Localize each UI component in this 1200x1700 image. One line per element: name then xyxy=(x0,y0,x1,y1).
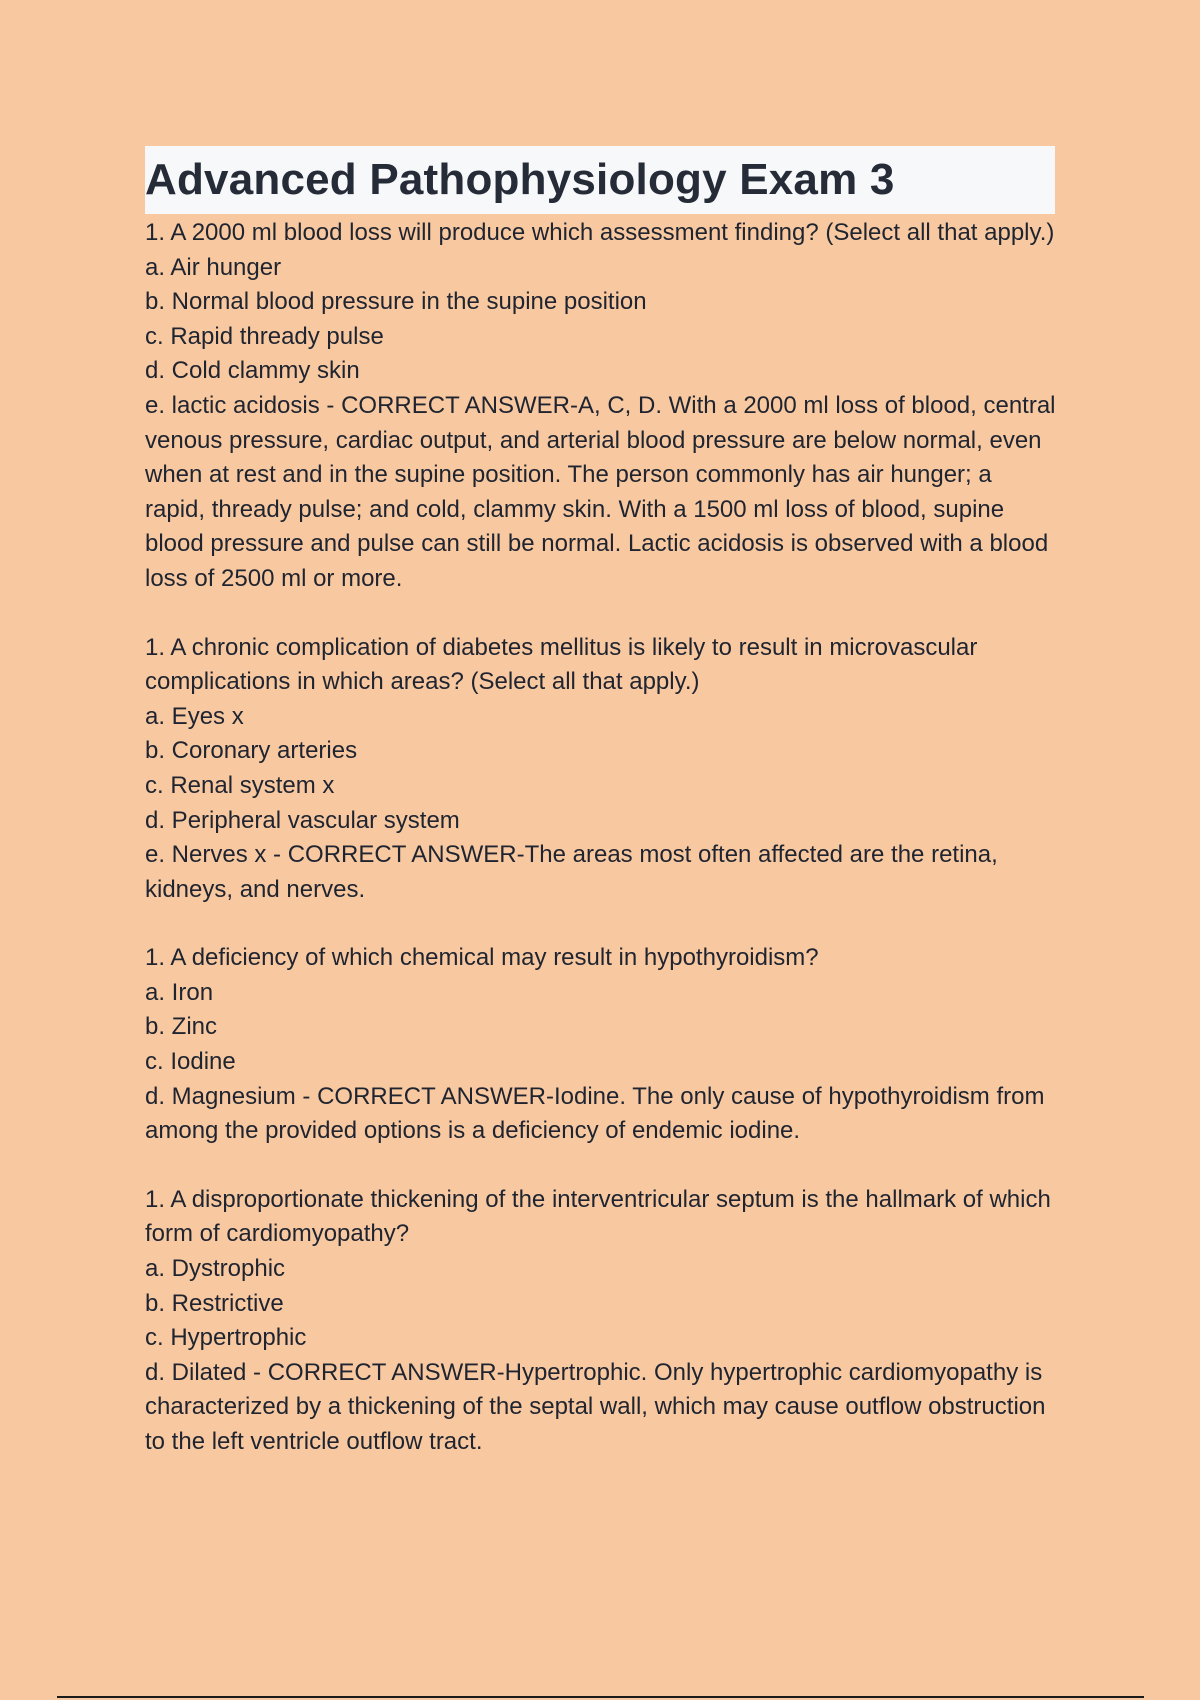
question-stem: 1. A chronic complication of diabetes mellitus is likely to result in microvascular complications in which areas? (Select all that apply.) xyxy=(145,633,985,696)
answer-option: d. Peripheral vascular system xyxy=(145,806,460,834)
answer-option: d. Cold clammy skin xyxy=(145,357,360,385)
answer-option: a. Iron xyxy=(145,978,214,1006)
answer-option-with-rationale: d. Magnesium - CORRECT ANSWER-Iodine. The only cause of hypothyroidism from among the provided options is a deficiency of endemic iodine. xyxy=(145,1082,1052,1145)
document-page xyxy=(145,146,1063,1460)
answer-option: c. Rapid thready pulse xyxy=(145,322,384,350)
document-title: Advanced Pathophysiology Exam 3 xyxy=(145,155,895,204)
answer-option: b. Coronary arteries xyxy=(145,737,358,765)
question-block xyxy=(145,216,1063,597)
bottom-divider xyxy=(57,1696,1144,1698)
question-stem: 1. A disproportionate thickening of the interventricular septum is the hallmark of which form of cardiomyopathy? xyxy=(145,1185,1058,1248)
answer-option: c. Iodine xyxy=(145,1048,236,1076)
answer-option-with-rationale: d. Dilated - CORRECT ANSWER-Hypertrophic. Only hypertrophic cardiomyopathy is characterized by a thickening of the septal wall, which may cause outflow obstruction to the left ventricle outflow tract. xyxy=(145,1358,1053,1455)
question-block xyxy=(145,1183,1057,1460)
question-stem: 1. A deficiency of which chemical may result in hypothyroidism? xyxy=(145,944,819,972)
question-block xyxy=(145,941,1057,1149)
question-block xyxy=(145,631,1057,908)
answer-option: a. Eyes x xyxy=(145,702,244,730)
answer-option: a. Air hunger xyxy=(145,253,282,281)
answer-option: b. Restrictive xyxy=(145,1289,284,1317)
title-bar xyxy=(145,146,1055,214)
answer-option: b. Normal blood pressure in the supine position xyxy=(145,288,647,316)
answer-option: c. Renal system x xyxy=(145,771,335,799)
answer-option: c. Hypertrophic xyxy=(145,1324,307,1352)
answer-option: b. Zinc xyxy=(145,1013,218,1041)
answer-option: a. Dystrophic xyxy=(145,1255,286,1283)
answer-option-with-rationale: e. lactic acidosis - CORRECT ANSWER-A, C, D. With a 2000 ml loss of blood, central venous pressure, cardiac output, and arterial blood pressure are below normal, even when at rest and in the supine position. The person commonly has air hunger; a rapid, thready pulse; and cold, clammy skin. With a 1500 ml loss of blood, supine blood pressure and pulse can still be normal. Lactic acidosis is observed with a blood loss of 2500 ml or more. xyxy=(145,391,1063,592)
answer-option-with-rationale: e. Nerves x - CORRECT ANSWER-The areas most often affected are the retina, kidneys, and nerves. xyxy=(145,841,1005,903)
question-stem: 1. A 2000 ml blood loss will produce which assessment finding? (Select all that apply.) xyxy=(145,219,1055,246)
